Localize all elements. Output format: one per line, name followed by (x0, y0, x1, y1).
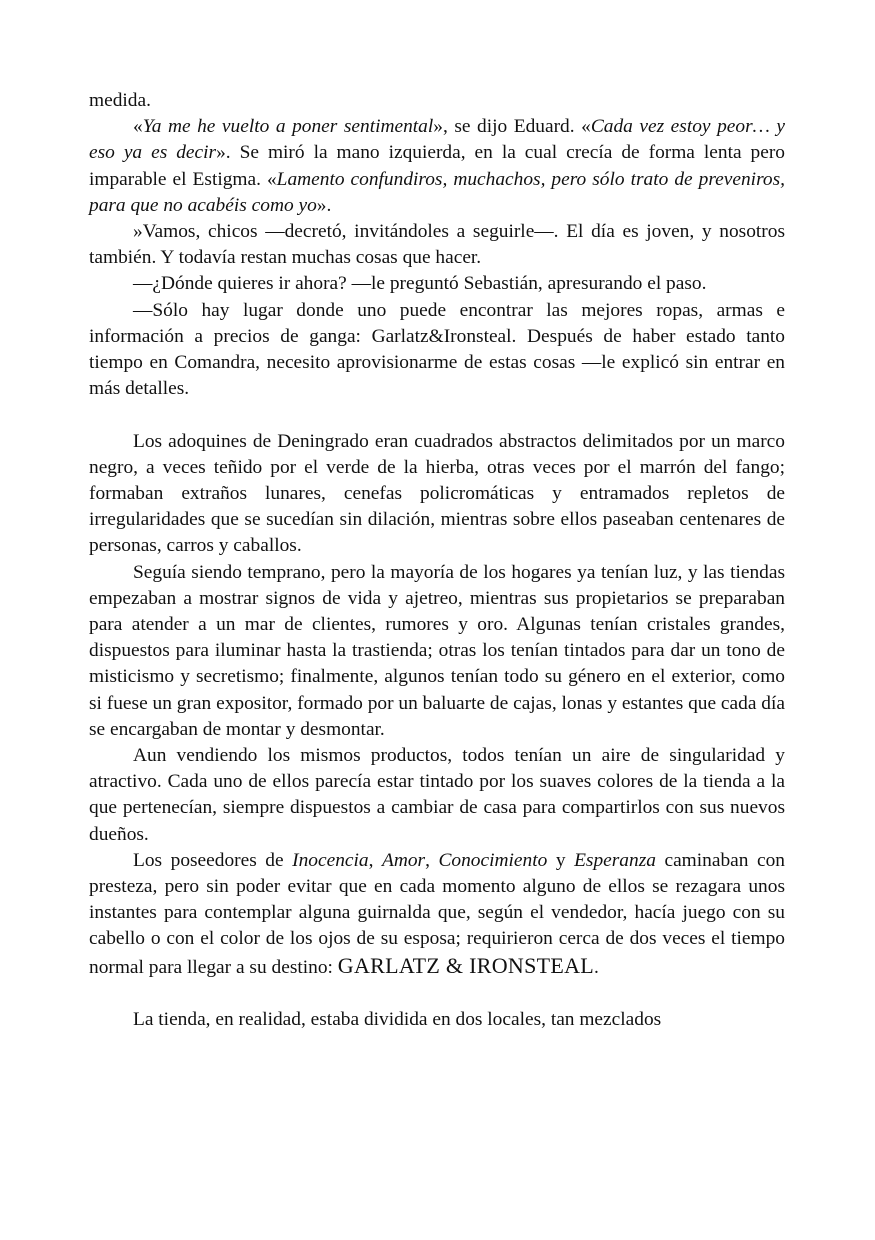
page-body (89, 88, 785, 1033)
paragraph: Aun vendiendo los mismos productos, todos tenían un aire de singularidad y atractivo. Cada uno de ellos parecía estar tintado por los suaves colores de la tienda a la que pertenecían, siempre dispuestos a cambiar de casa para compartirlos con sus nuevos dueños. (89, 745, 785, 845)
paragraph: —Sólo hay lugar donde uno puede encontrar las mejores ropas, armas e información a precios de ganga: Garlatz&Ironsteal. Después de haber estado tanto tiempo en Comandra, necesito aprovisionarme de estas cosas —le explicó sin entrar en más detalles. (89, 299, 785, 400)
text-run: ». (316, 194, 332, 216)
text-run: caminaban con presteza, pero sin poder evitar que en cada momento alguno de ellos se rezagara unos instantes para contemplar alguna guirnalda que, según el vendedor, hacía juego con su cabello o con el color de los ojos de su esposa; requirieron cerca de dos veces el tiempo normal para llegar a su destino: (89, 849, 785, 978)
text-run: Los poseedores de (133, 849, 293, 871)
text-run: y (547, 849, 575, 871)
paragraph: »Vamos, chicos —decretó, invitándoles a seguirle—. El día es joven, y nosotros también. Y todavía restan muchas cosas que hacer. (89, 221, 785, 269)
italic-run: Ya me he vuelto a poner sentimental (142, 116, 434, 138)
paragraph: Los adoquines de Deningrado eran cuadrados abstractos delimitados por un marco negro, a veces teñido por el verde de la hierba, otras veces por el marrón del fango; formaban extraños lunares, cenefas policromáticas y entramados repletos de irregularidades que se sucedían sin dilación, mientras sobre ellos paseaban centenares de personas, carros y caballos. (89, 430, 785, 557)
text-run: . (594, 956, 599, 978)
italic-run: Cada vez estoy peor… y eso ya es decir (89, 116, 785, 164)
italic-run: Esperanza (574, 849, 656, 871)
text-run: , (425, 849, 439, 871)
section-break (89, 402, 785, 428)
shop-name: GARLATZ & IRONSTEAL (337, 952, 595, 978)
paragraph: —¿Dónde quieres ir ahora? —le preguntó Sebastián, apresurando el paso. (133, 273, 707, 295)
paragraph: Seguía siendo temprano, pero la mayoría de los hogares ya tenían luz, y las tiendas empezaban a mostrar signos de vida y ajetreo, mientras sus propietarios se preparaban para atender a un mar de clientes, rumores y oro. Algunas tenían cristales grandes, dispuestos para iluminar hasta la trastienda; otras los tenían tintados para dar un tono de misticismo y secretismo; finalmente, algunos tenían todo su género en el exterior, como si fuese un gran expositor, formado por un baluarte de cajas, lonas y estantes que cada día se encargaban de montar y desmontar. (89, 561, 785, 740)
text-run: « (133, 116, 143, 138)
paragraph (89, 114, 785, 219)
italic-run: Conocimiento (438, 849, 548, 871)
italic-run: Amor (382, 849, 426, 871)
paragraph: La tienda, en realidad, estaba dividida en dos locales, tan mezclados (133, 1009, 662, 1031)
italic-run: Inocencia (292, 849, 369, 871)
italic-run: Lamento confundiros, muchachos, pero sólo trato de preveniros, para que no acabéis como yo (89, 168, 785, 216)
paragraph (89, 848, 785, 981)
text-run: , (368, 849, 382, 871)
paragraph: medida. (89, 90, 151, 111)
section-break (89, 981, 785, 1007)
text-run: ». Se miró la mano izquierda, en la cual crecía de forma lenta pero imparable el Estigma. « (89, 142, 786, 190)
text-run: », se dijo Eduard. « (433, 116, 591, 138)
